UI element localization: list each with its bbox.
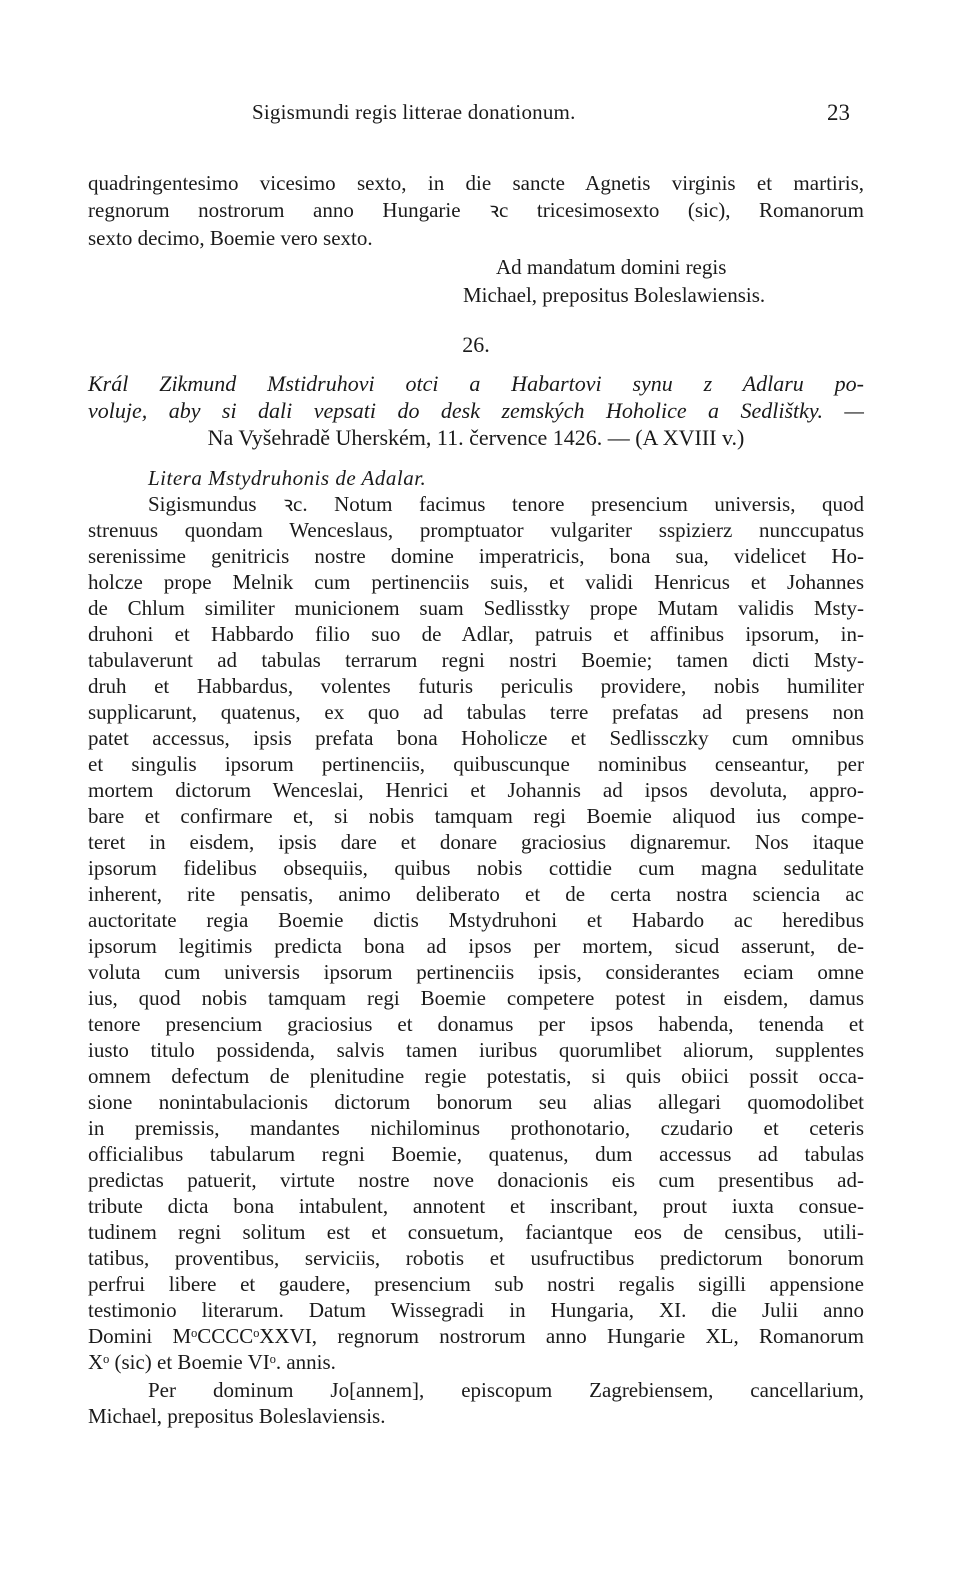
body-line: ipsorum fidelibus obsequiis, quibus nobis cottidie cum magna sedulitate [88,856,864,880]
body-line: predictas patuerit, virtute nostre nove donacionis eis cum presentibus ad- [88,1168,864,1192]
body-line: de Chlum similiter municionem suam Sedlisstky prope Mutam validis Msty- [88,596,864,620]
body-line: strenuus quondam Wenceslaus, promptuator vulgariter sspizierz nunccupatus [88,518,864,542]
body-line: mortem dictorum Wenceslai, Henrici et Johannis ad ipsos devoluta, appro- [88,778,864,802]
body-line: Xᵒ (sic) et Boemie VIᵒ. annis. [88,1350,336,1374]
closing-line: Per dominum Jo[annem], episcopum Zagrebiensem, cancellarium, [148,1378,864,1402]
running-title: Sigismundi regis litterae donationum. [252,100,576,124]
body-line: in premissis, mandantes nichilominus prothonotario, czudario et ceteris [88,1116,864,1140]
body-line: tudinem regni solitum est et consuetum, faciantque eos de censibus, utili- [88,1220,864,1244]
body-line: tatibus, proventibus, serviciis, robotis et usufructibus predictorum bonorum [88,1246,864,1270]
body-line: tabulaverunt ad tabulas terrarum regni nostri Boemie; tamen dicti Msty- [88,648,864,672]
signature-line: Ad mandatum domini regis [496,255,727,279]
body-line: holcze prope Melnik cum pertinenciis suis, et validi Henricus et Johannes [88,570,864,594]
body-line: voluta cum universis ipsorum pertinenciis ipsis, considerantes eciam omne [88,960,864,984]
body-line: serenissime genitricis nostre domine imperatricis, bona sua, videlicet Ho- [88,544,864,568]
body-line: tenore presencium graciosius et donamus per ipsos habenda, tenenda et [88,1012,864,1036]
body-line: druhoni et Habbardo filio suo de Adlar, patruis et affinibus ipsorum, in- [88,622,864,646]
body-line: Domini MᵒCCCCᵒXXVI, regnorum nostrorum anno Hungarie XL, Romanorum [88,1324,864,1348]
running-head [88,100,864,130]
body-line: omnem defectum de plenitudine regie potestatis, si quis obiici possit occa- [88,1064,864,1088]
body-line: auctoritate regia Boemie dictis Mstydruhoni et Habardo ac heredibus [88,908,864,932]
page-number: 23 [827,100,850,125]
body-line: tribute dicta bona intabulent, annotent et inscribant, prout iuxta consue- [88,1194,864,1218]
signature-line: Michael, prepositus Boleslawiensis. [463,283,766,307]
body-line: officialibus tabularum regni Boemie, quatenus, dum accessus ad tabulas [88,1142,864,1166]
closing-line: Michael, prepositus Boleslaviensis. [88,1404,386,1428]
body-line: et singulis ipsorum pertinenciis, quibuscunque nominibus censeantur, per [88,752,864,776]
document-heading: Litera Mstydruhonis de Adalar. [148,466,427,490]
body-line: teret in eisdem, ipsis dare et donare graciosius dignaremur. Nos itaque [88,830,864,854]
body-line: druh et Habbardus, volentes futuris periculis providere, nobis humiliter [88,674,864,698]
body-line: sione nonintabulacionis dictorum bonorum seu alias allegari quomodolibet [88,1090,864,1114]
body-line: perfrui libere et gaudere, presencium sub nostri regalis sigilli appensione [88,1272,864,1296]
body-line: supplicarunt, quatenus, ex quo ad tabulas terre prefatas ad presens non [88,700,864,724]
body-line: ipsorum legitimis predicta bona ad ipsos per mortem, sicud asserunt, de- [88,934,864,958]
body-line: inherent, rite pensatis, animo deliberato et de certa nostra sciencia ac [88,882,864,906]
body-line: iusto titulo possidenda, salvis tamen iuribus quorumlibet aliorum, supplentes [88,1038,864,1062]
regest-line: voluje, aby si dali vepsati do desk zemských Hoholice a Sedlištky. — [88,398,864,423]
body-line: Sigismundus ꝛc. Notum facimus tenore presencium universis, quod [148,492,864,516]
text-line: sexto decimo, Boemie vero sexto. [88,226,373,250]
body-line: testimonio literarum. Datum Wissegradi in Hungaria, XI. die Julii anno [88,1298,864,1322]
date-line: Na Vyšehradě Uherském, 11. července 1426. — (A XVIII v.) [207,425,745,450]
body-line: ius, quod nobis tamquam regi Boemie competere potest in eisdem, damus [88,986,864,1010]
text-line: quadringentesimo vicesimo sexto, in die sancte Agnetis virginis et martiris, [88,171,864,195]
body-line: bare et confirmare et, si nobis tamquam regi Boemie aliquod ius compe- [88,804,864,828]
document-number: 26. [462,332,490,357]
text-line: regnorum nostrorum anno Hungarie ꝛc tricesimosexto (sic), Romanorum [88,198,864,222]
regest-line: Král Zikmund Mstidruhovi otci a Habartovi synu z Adlaru po- [88,371,864,396]
body-line: patet accessus, ipsis prefata bona Hoholicze et Sedlissczky cum omnibus [88,726,864,750]
